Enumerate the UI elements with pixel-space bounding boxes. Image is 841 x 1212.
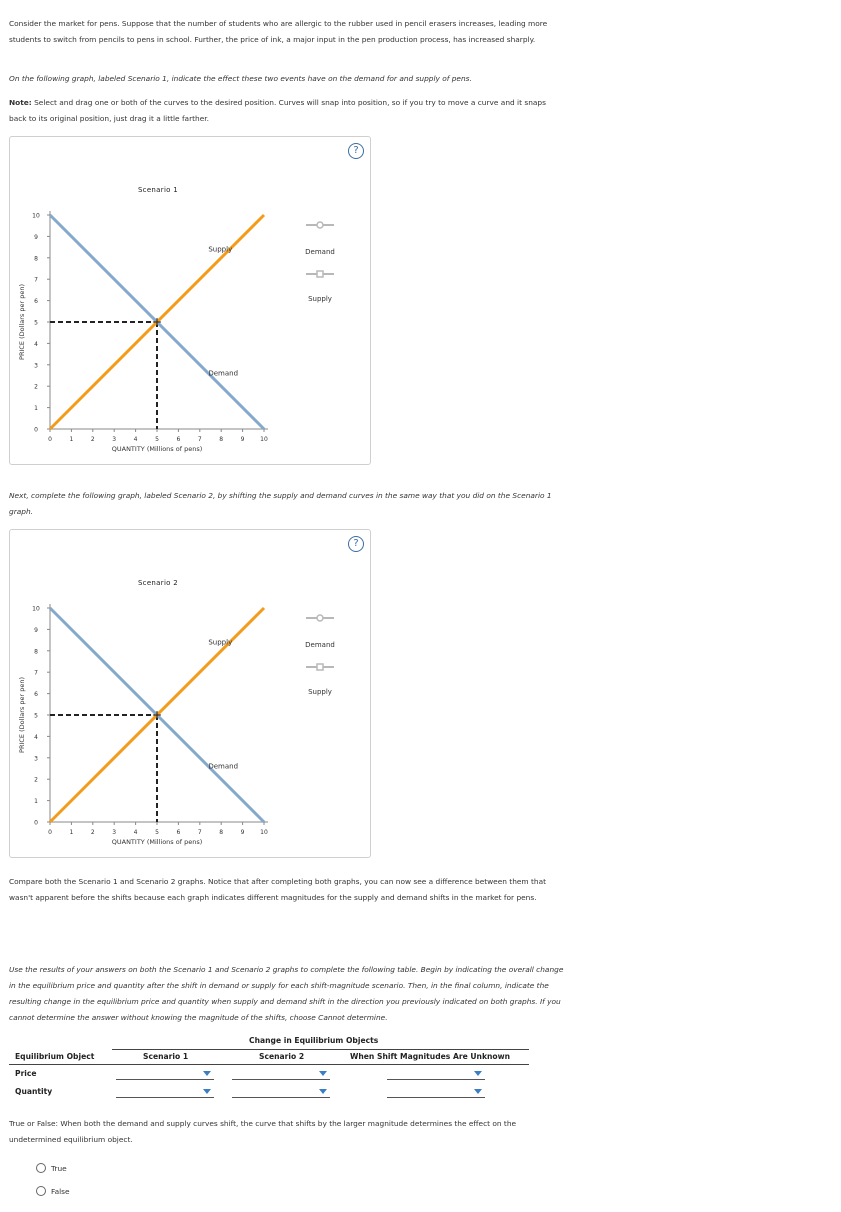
supply-curve-label: Supply (208, 245, 233, 254)
y-tick-label: 10 (32, 605, 40, 613)
legend-demand-label: Demand (305, 248, 335, 256)
table-col-scenario-2: Scenario 2 (259, 1052, 305, 1061)
x-tick-label: 5 (155, 829, 159, 836)
y-tick-label: 1 (34, 405, 38, 413)
note-line-1: Select and drag one or both of the curves to the desired position. Curves will snap into position, so if you try to move a curve and it snaps (31, 98, 546, 107)
y-tick-label: 7 (34, 276, 38, 284)
radio-false[interactable] (36, 1186, 70, 1196)
use-results-line-3: resulting change in the equilibrium price and quantity when supply and demand shift in the direction you previously indicated on both graphs. If you (9, 997, 561, 1006)
y-tick-label: 3 (34, 362, 38, 370)
intro-text (9, 16, 547, 48)
x-tick-label: 6 (176, 436, 181, 443)
y-tick-label: 6 (34, 691, 38, 699)
radio-true[interactable] (36, 1163, 67, 1173)
note-label: Note: (9, 98, 32, 107)
x-tick-label: 8 (219, 829, 224, 836)
legend-supply-square-icon[interactable] (317, 664, 323, 670)
y-tick-label: 5 (34, 319, 38, 327)
dropdown-arrow-icon (203, 1071, 211, 1076)
x-tick-label: 10 (260, 829, 268, 836)
y-tick-label: 5 (34, 712, 38, 720)
y-tick-label: 9 (34, 626, 38, 634)
x-tick-label: 8 (219, 436, 224, 443)
graph-panel-scenario-2 (9, 529, 371, 858)
x-tick-label: 4 (133, 829, 138, 836)
x-tick-label: 7 (197, 436, 202, 443)
x-tick-label: 2 (90, 436, 95, 443)
legend-demand-circle-icon[interactable] (317, 615, 323, 621)
x-tick-label: 6 (176, 829, 181, 836)
use-results-line-2: in the equilibrium price and quantity after the shift in demand or supply for each shift-magnitude scenario. Then, in the final column, indicate the (9, 981, 549, 990)
price-unknown-dropdown[interactable] (387, 1069, 485, 1080)
y-tick-label: 7 (34, 669, 38, 677)
y-tick-label: 8 (34, 255, 38, 263)
use-results-text (9, 962, 563, 1026)
table-group-header: Change in Equilibrium Objects (249, 1036, 379, 1045)
dropdown-arrow-icon (474, 1089, 482, 1094)
legend-supply-label: Supply (308, 688, 332, 696)
radio-circle-icon (36, 1163, 46, 1173)
demand-curve-label: Demand (208, 369, 239, 378)
y-tick-label: 4 (34, 340, 38, 348)
y-tick-label: 10 (32, 212, 40, 220)
radio-circle-icon (36, 1186, 46, 1196)
graph-title: Scenario 1 (137, 186, 179, 194)
table-row-quantity-label: Quantity (15, 1087, 53, 1096)
y-tick-label: 1 (34, 798, 38, 806)
note-line-2: back to its original position, just drag it a little farther. (9, 114, 209, 123)
use-results-line-4: cannot determine the answer without knowing the magnitude of the shifts, choose Cannot determine. (9, 1013, 388, 1022)
quantity-scenario-2-dropdown[interactable] (232, 1087, 330, 1098)
x-tick-label: 4 (133, 436, 138, 443)
help-icon[interactable]: ? (348, 536, 364, 552)
demand-curve-label: Demand (208, 762, 239, 771)
supply-curve-label: Supply (208, 638, 233, 647)
y-axis-label: PRICE (Dollars per pen) (18, 284, 26, 360)
instruction-scenario-1: On the following graph, labeled Scenario 1, indicate the effect these two events have on the demand for and supply of pens. (9, 74, 472, 83)
x-tick-label: 10 (260, 436, 268, 443)
compare-text (9, 874, 546, 906)
price-scenario-1-dropdown[interactable] (116, 1069, 214, 1080)
y-tick-label: 2 (34, 383, 38, 391)
y-tick-label: 2 (34, 776, 38, 784)
table-group-divider (112, 1049, 529, 1050)
dropdown-arrow-icon (474, 1071, 482, 1076)
radio-true-label: True (51, 1164, 67, 1173)
true-false-question (9, 1116, 516, 1148)
price-scenario-2-dropdown[interactable] (232, 1069, 330, 1080)
legend-supply-label: Supply (308, 295, 332, 303)
x-tick-label: 2 (90, 829, 95, 836)
dropdown-arrow-icon (203, 1089, 211, 1094)
x-tick-label: 7 (197, 829, 202, 836)
tf-line-2: undetermined equilibrium object. (9, 1135, 133, 1144)
table-col-scenario-1: Scenario 1 (143, 1052, 189, 1061)
x-tick-label: 9 (240, 436, 245, 443)
compare-line-2: wasn't apparent before the shifts because each graph indicates different magnitudes for the supply and demand shifts in the market for pens. (9, 893, 537, 902)
x-tick-label: 5 (155, 436, 159, 443)
dropdown-arrow-icon (319, 1089, 327, 1094)
table-header-divider (9, 1064, 529, 1065)
y-tick-label: 3 (34, 755, 38, 763)
quantity-unknown-dropdown[interactable] (387, 1087, 485, 1098)
graph-scenario-2 (10, 530, 370, 857)
compare-line-1: Compare both the Scenario 1 and Scenario 2 graphs. Notice that after completing both graphs, you can now see a difference between them that (9, 877, 546, 886)
instruction-scenario-2 (9, 488, 552, 520)
instruction-2-line-1: Next, complete the following graph, labeled Scenario 2, by shifting the supply and demand curves in the same way that you did on the Scenario 1 (9, 491, 552, 500)
legend-supply-square-icon[interactable] (317, 271, 323, 277)
radio-false-label: False (51, 1187, 70, 1196)
graph-title: Scenario 2 (137, 579, 179, 587)
intro-line-1: Consider the market for pens. Suppose that the number of students who are allergic to the rubber used in pencil erasers increases, leading more (9, 19, 548, 28)
quantity-scenario-1-dropdown[interactable] (116, 1087, 214, 1098)
x-axis-label: QUANTITY (Millions of pens) (111, 838, 203, 846)
help-icon[interactable]: ? (348, 143, 364, 159)
y-tick-label: 0 (34, 819, 38, 827)
legend-demand-circle-icon[interactable] (317, 222, 323, 228)
intro-line-2: students to switch from pencils to pens in school. Further, the price of ink, a major input in the pen production process, has increased sharply. (9, 35, 536, 44)
x-tick-label: 0 (48, 829, 52, 836)
x-tick-label: 3 (112, 436, 117, 443)
table-col-unknown-magnitudes: When Shift Magnitudes Are Unknown (350, 1052, 511, 1061)
y-tick-label: 8 (34, 648, 38, 656)
table-col-equilibrium-object: Equilibrium Object (15, 1052, 95, 1061)
tf-line-1: True or False: When both the demand and supply curves shift, the curve that shifts by the larger magnitude determines the effect on the (9, 1119, 517, 1128)
graph-scenario-1 (10, 137, 370, 464)
y-tick-label: 9 (34, 233, 38, 241)
graph-panel-scenario-1 (9, 136, 371, 465)
legend-demand-label: Demand (305, 641, 335, 649)
note-text (9, 95, 546, 127)
instruction-2-line-2: graph. (9, 507, 33, 516)
x-tick-label: 1 (69, 436, 74, 443)
x-tick-label: 3 (112, 829, 117, 836)
dropdown-arrow-icon (319, 1071, 327, 1076)
y-tick-label: 4 (34, 733, 38, 741)
y-tick-label: 0 (34, 426, 38, 434)
x-axis-label: QUANTITY (Millions of pens) (111, 445, 203, 453)
y-axis-label: PRICE (Dollars per pen) (18, 677, 26, 753)
table-row-price-label: Price (15, 1069, 37, 1078)
x-tick-label: 9 (240, 829, 245, 836)
x-tick-label: 0 (48, 436, 52, 443)
use-results-line-1: Use the results of your answers on both the Scenario 1 and Scenario 2 graphs to complete the following table. Begin by indicating the overall change (9, 965, 564, 974)
x-tick-label: 1 (69, 829, 74, 836)
y-tick-label: 6 (34, 298, 38, 306)
